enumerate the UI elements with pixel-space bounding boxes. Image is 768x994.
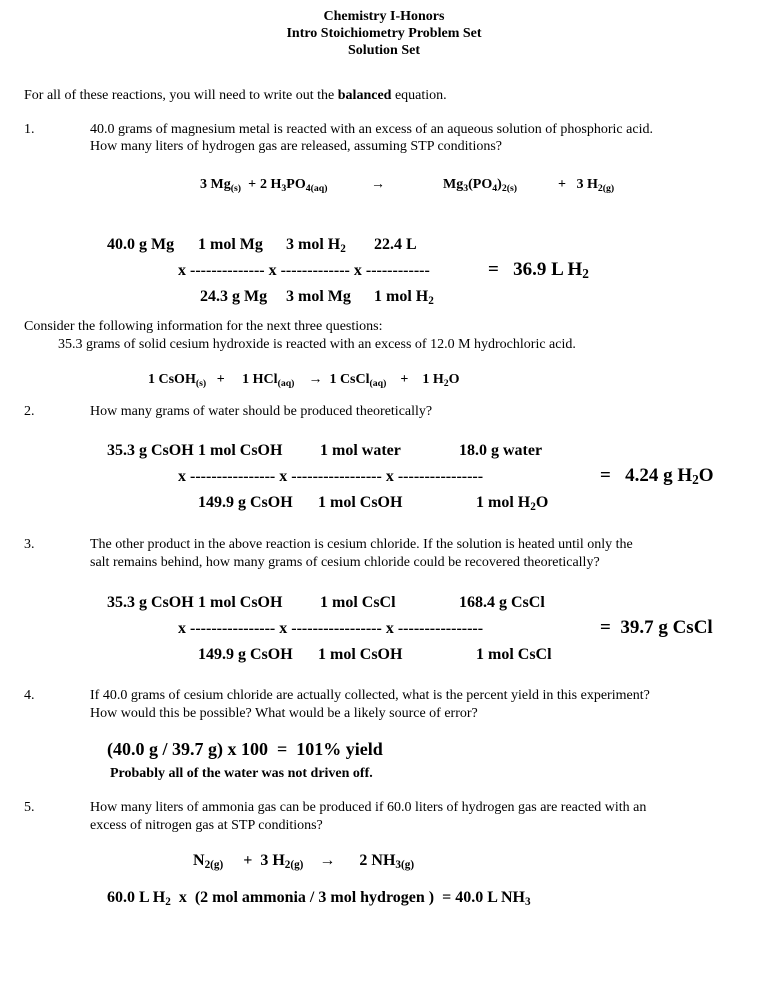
question-text: How would this be possible? What would be a likely source of error?	[90, 706, 478, 721]
document-title: Intro Stoichiometry Problem Set	[286, 26, 482, 41]
question-text: How many grams of water should be produced theoretically?	[90, 404, 433, 419]
context-equation: 1 CsOH$_{(s)}$ + 1 HCl$_{(aq)}$ → 1 CsCl$_{(aq)}$ + 1 $H_2O$	[148, 372, 460, 389]
calc-numerator: 18.0 g water	[459, 442, 543, 459]
calc-denominator: 149.9 g CsOH	[198, 646, 293, 663]
question-text: 40.0 grams of magnesium metal is reacted with an excess of an aqueous solution of phosphoric acid.	[90, 122, 653, 137]
calc-numerator: 22.4 L	[374, 236, 417, 253]
calc-numerator: 3 mol $H_2$	[286, 236, 346, 255]
calc-denominator: 1 mol $H_2O$	[476, 494, 549, 513]
calc-result: = 36.9 L $H_2$	[488, 259, 589, 281]
calc-numerator: 1 mol CsCl	[320, 594, 396, 611]
context-text: Consider the following information for the next three questions:	[24, 319, 383, 334]
calc-denominator: 3 mol Mg	[286, 288, 351, 305]
question-text: If 40.0 grams of cesium chloride are actually collected, what is the percent yield in this experiment?	[90, 688, 650, 703]
calc-start: 35.3 g CsOH	[107, 442, 194, 459]
calc-denominator: 24.3 g Mg	[200, 288, 268, 305]
product-mg3po42: $Mg_3(PO_4)_{2(s)}$	[443, 177, 518, 194]
calc-denominator: 1 mol CsCl	[476, 646, 552, 663]
document-subtitle: Solution Set	[348, 43, 420, 58]
answer-note: Probably all of the water was not driven off.	[110, 766, 373, 781]
question-text: How many liters of hydrogen gas are released, assuming STP conditions?	[90, 139, 503, 154]
calc-fraction-bars: x ---------------- x ----------------- x ----------------	[178, 468, 484, 485]
product-h2: + 3 $H_{2(g)}$	[558, 177, 615, 194]
question-number: 1.	[24, 122, 35, 137]
question-text: How many liters of ammonia gas can be produced if 60.0 liters of hydrogen gas are reacted with an	[90, 800, 647, 815]
calc-denominator: 149.9 g CsOH	[198, 494, 293, 511]
question-number: 4.	[24, 688, 35, 703]
intro-text: For all of these reactions, you will need to write out the balanced equation.	[24, 88, 447, 103]
calc-result: = 39.7 g CsCl	[600, 617, 713, 638]
question-text: salt remains behind, how many grams of cesium chloride could be recovered theoretically?	[90, 555, 600, 570]
course-title: Chemistry I-Honors	[323, 9, 445, 24]
calc-numerator: 1 mol Mg	[198, 236, 263, 253]
question-number: 5.	[24, 800, 35, 815]
question-number: 2.	[24, 404, 35, 419]
calc-fraction-bars: x ---------------- x ----------------- x ----------------	[178, 620, 484, 637]
calc-start: 40.0 g Mg	[107, 236, 175, 253]
calc-numerator: 168.4 g CsCl	[459, 594, 545, 611]
calc-numerator: 1 mol CsOH	[198, 594, 283, 611]
calc-denominator: 1 mol CsOH	[318, 646, 403, 663]
answer: 60.0 L $H_2$ x (2 mol ammonia / 3 mol hydrogen ) = 40.0 L $NH_3$	[107, 889, 531, 908]
reactant-h3po4: 2 $H_3PO_{4(aq)}$	[260, 177, 328, 194]
equation: $N_{2(g)}$ + 3 $H_{2(g)}$ → 2 $NH_{3(g)}$	[193, 852, 415, 871]
arrow-icon: →	[371, 177, 385, 192]
calc-fraction-bars: x -------------- x ------------- x ------------	[178, 262, 430, 279]
calc-result: = 4.24 g $H_2O$	[600, 465, 714, 487]
calc-start: 35.3 g CsOH	[107, 594, 194, 611]
reactant-mg: 3 $Mg_{(s)}$ +	[200, 177, 257, 194]
calc-denominator: 1 mol CsOH	[318, 494, 403, 511]
calc-denominator: 1 mol $H_2$	[374, 288, 434, 307]
calc-numerator: 1 mol water	[320, 442, 401, 459]
answer: (40.0 g / 39.7 g) x 100 = 101% yield	[107, 739, 383, 759]
question-text: The other product in the above reaction is cesium chloride. If the solution is heated until only the	[90, 537, 633, 552]
question-number: 3.	[24, 537, 35, 552]
question-text: excess of nitrogen gas at STP conditions?	[90, 818, 323, 833]
context-text: 35.3 grams of solid cesium hydroxide is reacted with an excess of 12.0 M hydrochloric acid.	[58, 337, 576, 352]
calc-numerator: 1 mol CsOH	[198, 442, 283, 459]
